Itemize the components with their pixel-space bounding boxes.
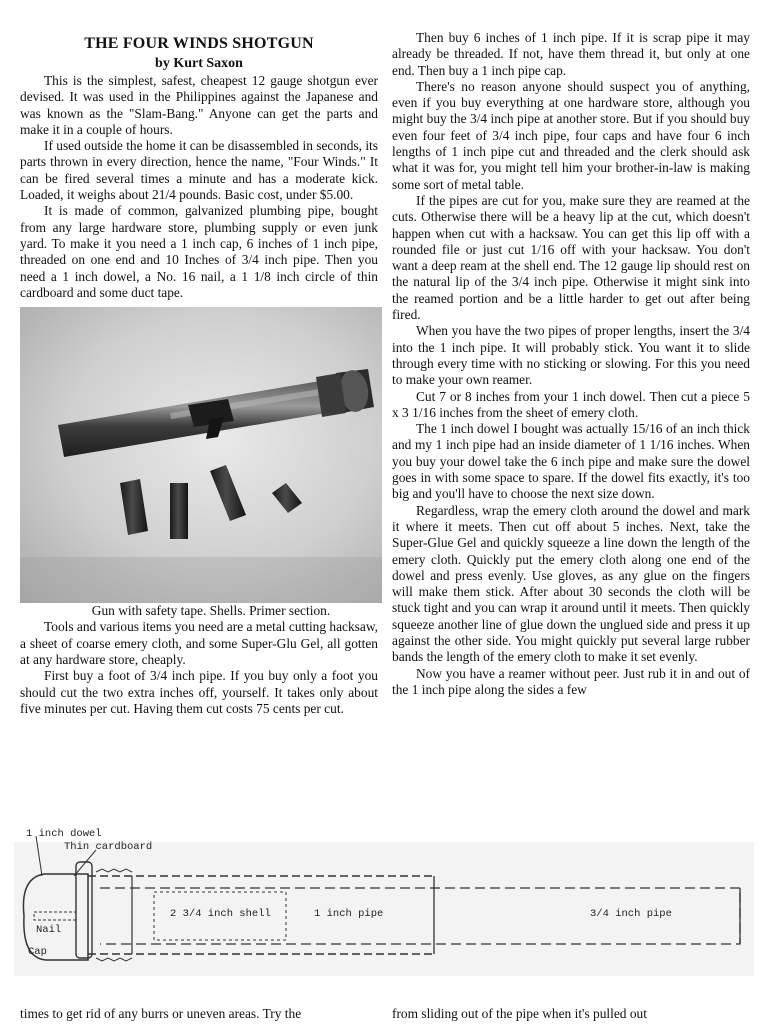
paragraph: Regardless, wrap the emery cloth around the dowel and mark it where it meets. Then cut off about 5 inches. Next, take the Super-Glue Gel and quickly squeeze a line down the length of the emery cloth. Quickly put the emery cloth along one end of the dowel and press evenly. Use gloves, as any glue on the fingers will make them stick. After about 30 seconds the cloth will be stuck tight and you can wrap it around until it meets. Then quickly squeeze another line of glue down the unglued side and press it up against the other side. You might quickly put several large rubber bands the length of the emery cloth to make it set evenly. <box>392 502 750 665</box>
paragraph: There's no reason anyone should suspect you of anything, even if you buy everything at one hardware store, although you might buy the 3/4 inch pipe at another store. But if you should buy even four feet of 3/4 inch pipe, four caps and have four 6 inch lengths of 1 inch pipe cut and threaded and the clerk should ask what it was for, you might tell him your brother-in-law is making some sort of metal table. <box>392 78 750 192</box>
label-cardboard: Thin cardboard <box>64 841 153 853</box>
label-cap: Cap <box>28 946 47 958</box>
paragraph: Tools and various items you need are a metal cutting hacksaw, a sheet of coarse emery cloth, and some Super-Glu Gel, all gotten at any hardware store, cheaply. <box>20 619 378 668</box>
paragraph: It is made of common, galvanized plumbing pipe, bought from any large hardware store, plumbing supply or even junk yard. To make it you need a 1 inch cap, 6 inches of 1 inch pipe, threaded on one end and 10 Inches of 3/4 inch pipe. Then you need a 1 inch dowel, a No. 16 nail, a 1 1/8 inch circle of thin cardboard and some duct tape. <box>20 203 378 300</box>
photo-caption: Gun with safety tape. Shells. Primer section. <box>91 603 331 619</box>
paragraph: If the pipes are cut for you, make sure they are reamed at the cuts. Otherwise there will be a heavy lip at the cut, which doesn't happen when cut with a hacksaw. You can get this lip off with a rounded file or just cut 1/16 off with your hacksaw. You don't want a deep ream at the shell end. The 12 gauge lip should rest on the natural lip of the 3/4 inch pipe. Otherwise it might sink into the reamed portion and be a little harder to get out after being fired. <box>392 192 750 323</box>
cap-end <box>316 368 374 417</box>
paragraph: First buy a foot of 3/4 inch pipe. If you buy only a foot you should cut the two extra inches off, yourself. It takes only about five minutes per cut. Having them cut costs 75 cents per cut. <box>20 668 378 716</box>
bottom-line-right: from sliding out of the pipe when it's pulled out <box>392 1006 647 1021</box>
label-dowel: 1 inch dowel <box>26 828 102 840</box>
paragraph: If used outside the home it can be disassembled in seconds, its parts thrown in every direction, hence the name, "Four Winds." It can be fired several times a minute and has a moderate kick. Loaded, it weighs about 21/4 pounds. Basic cost, under $5.00. <box>20 138 378 203</box>
paragraph: This is the simplest, safest, cheapest 12 gauge shotgun ever devised. It was used in the Philippines against the Japanese and was known as the "Slam-Bang." Anyone can get the parts and make it in a couple of hours. <box>20 73 378 137</box>
right-column <box>392 30 750 698</box>
shells <box>120 465 302 539</box>
gun-photo <box>20 307 382 603</box>
label-pipe-34in: 3/4 inch pipe <box>590 908 672 920</box>
gun-photo-illustration <box>20 307 382 603</box>
label-pipe-1in: 1 inch pipe <box>314 908 384 920</box>
article-title: THE FOUR WINDS SHOTGUN <box>84 35 314 52</box>
paragraph: When you have the two pipes of proper lengths, insert the 3/4 into the 1 inch pipe. It will probably stick. You want it to slide through every time with no sticking or slowing. For this you need to make your own reamer. <box>392 323 750 388</box>
bottom-line-left: times to get rid of any burrs or uneven areas. Try the <box>20 1006 302 1021</box>
shotgun-cross-section-diagram <box>14 826 754 976</box>
paragraph: Then buy 6 inches of 1 inch pipe. If it is scrap pipe it may already be threaded. If not, have them thread it, but only at one end. Then buy a 1 inch pipe cap. <box>392 30 750 78</box>
left-column <box>20 30 378 717</box>
article-byline: by Kurt Saxon <box>155 56 243 71</box>
paragraph: Now you have a reamer without peer. Just rub it in and out of the 1 inch pipe along the sides a few <box>392 665 750 697</box>
paragraph: Cut 7 or 8 inches from your 1 inch dowel. Then cut a piece 5 x 3 1/16 inches from the sheet of emery cloth. <box>392 388 750 420</box>
label-nail: Nail <box>36 924 62 936</box>
label-shell: 2 3/4 inch shell <box>170 908 271 920</box>
paragraph: The 1 inch dowel I bought was actually 15/16 of an inch thick and my 1 inch pipe had an inside diameter of 1 1/16 inches. When you buy your dowel take the 6 inch pipe and make sure the dowel goes in with some space to spare. If the dowel fits exactly, it's too big and you'll have to choose the next size down. <box>392 421 750 502</box>
